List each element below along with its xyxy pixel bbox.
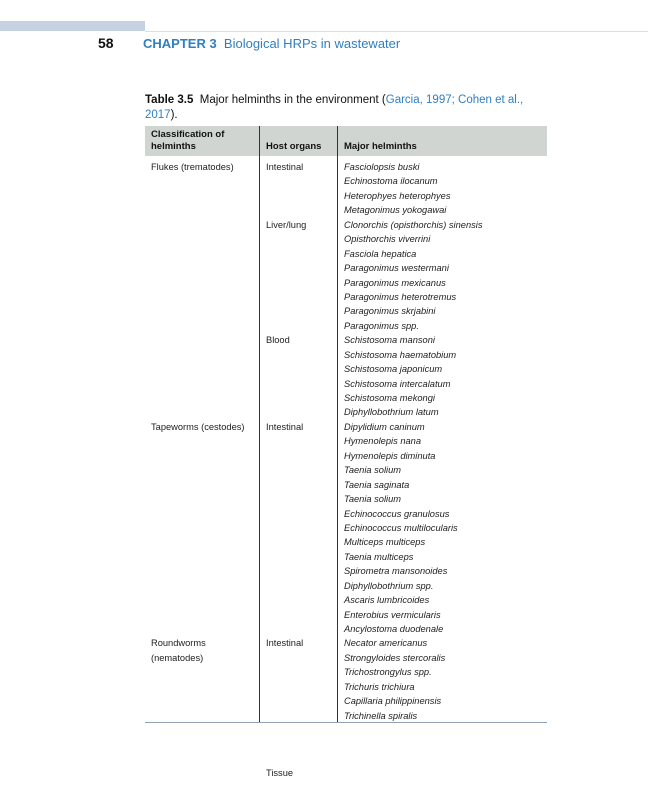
table-cell-classification — [151, 463, 245, 477]
table-cell-classification — [151, 535, 245, 549]
table-cell-classification — [151, 333, 245, 347]
table-cell-classification — [151, 391, 245, 405]
table-cell-classification — [151, 622, 245, 636]
helminths-column — [344, 160, 482, 723]
table-cell-classification — [151, 189, 245, 203]
table-cell-classification — [151, 449, 245, 463]
table-cell-host-organ — [266, 492, 306, 506]
table-cell-helminth: Schistosoma mansoni — [344, 335, 435, 346]
table-cell-host-organ — [266, 622, 306, 636]
citation-link[interactable]: Cohen et al., 2017 — [145, 94, 524, 121]
host-organs-column — [266, 160, 306, 781]
table-cell-host-organ: Intestinal — [266, 162, 304, 172]
table-cell-classification — [151, 492, 245, 506]
table-cell-classification — [151, 680, 245, 694]
table-cell-host-organ: Blood — [266, 335, 290, 346]
table-cell-classification — [151, 218, 245, 232]
table-cell-helminth: Trichostrongylus spp. — [344, 667, 432, 678]
table-cell-helminth: Strongyloides stercoralis — [344, 652, 446, 663]
table-cell-host-organ — [266, 579, 306, 593]
table-cell-classification — [151, 290, 245, 304]
table-caption — [145, 93, 545, 123]
table-label: Table 3.5 — [145, 94, 194, 106]
table-cell-host-organ — [266, 535, 306, 549]
table-cell-classification — [151, 521, 245, 535]
table-cell-host-organ — [266, 507, 306, 521]
table-cell-helminth: Taenia solium — [344, 494, 402, 505]
table-cell-host-organ — [266, 247, 306, 261]
table-cell-helminth: Paragonimus heterotremus — [344, 291, 457, 302]
table-cell-host-organ — [266, 189, 306, 203]
table-cell-host-organ — [266, 564, 306, 578]
table-cell-helminth: Hymenolepis diminuta — [344, 450, 436, 461]
table-cell-classification — [151, 579, 245, 593]
table-cell-classification — [151, 348, 245, 362]
page-number: 58 — [98, 35, 114, 51]
citation-separator: ; — [451, 94, 459, 106]
table-cell-helminth: Ancylostoma duodenale — [344, 624, 444, 634]
table-cell-classification — [151, 665, 245, 679]
table-cell-helminth: Fasciola hepatica — [344, 248, 417, 259]
column-header-classification: Classification of helminths — [151, 129, 225, 152]
table-cell-classification — [151, 203, 245, 217]
table-cell-helminth: Schistosoma mekongi — [344, 393, 435, 403]
table-cell-classification — [151, 709, 245, 723]
classification-column — [151, 160, 245, 781]
table-cell-host-organ — [266, 304, 306, 318]
table-cell-host-organ — [266, 723, 306, 737]
table-cell-helminth: Opisthorchis viverrini — [344, 234, 431, 245]
table-cell-classification — [151, 276, 245, 290]
table-cell-classification — [151, 362, 245, 376]
table-cell-classification — [151, 232, 245, 246]
table-cell-host-organ — [266, 174, 306, 188]
table-cell-host-organ — [266, 434, 306, 448]
table-cell-helminth: Echinostoma ilocanum — [344, 176, 438, 187]
table-cell-host-organ — [266, 521, 306, 535]
header-accent-bar — [0, 21, 145, 31]
table-cell-host-organ: Intestinal — [266, 421, 304, 432]
table-cell-helminth: Taenia multiceps — [344, 551, 414, 562]
table-cell-host-organ — [266, 463, 306, 477]
table-cell-helminth: Schistosoma intercalatum — [344, 378, 451, 389]
running-header — [143, 36, 400, 51]
table-cell-helminth: Taenia solium — [344, 465, 402, 476]
table-cell-classification — [151, 434, 245, 448]
table-cell-host-organ — [266, 608, 306, 622]
table-cell-host-organ — [266, 405, 306, 419]
table-cell-classification — [151, 319, 245, 333]
table-cell-helminth: Hymenolepis nana — [344, 436, 422, 447]
table-cell-classification — [151, 304, 245, 318]
table-cell-host-organ — [266, 449, 306, 463]
table-cell-classification — [151, 478, 245, 492]
table-cell-helminth: Trichinella spiralis — [344, 710, 418, 721]
table-cell-host-organ — [266, 651, 306, 665]
table-cell-classification — [151, 694, 245, 708]
table-cell-classification — [151, 752, 245, 766]
table-cell-helminth: Paragonimus spp. — [344, 320, 419, 331]
table-cell-host-organ — [266, 276, 306, 290]
table-cell-classification — [151, 507, 245, 521]
table-cell-helminth: Schistosoma japonicum — [344, 364, 443, 375]
table-cell-helminth: Spirometra mansonoides — [344, 566, 448, 577]
table-cell-classification — [151, 261, 245, 275]
table-cell-host-organ — [266, 362, 306, 376]
table-cell-host-organ: Liver/lung — [266, 219, 307, 230]
table-cell-classification — [151, 247, 245, 261]
table-cell-classification — [151, 377, 245, 391]
table-cell-classification: Roundworms — [151, 638, 206, 649]
table-cell-helminth: Metagonimus yokogawai — [344, 205, 447, 216]
table-cell-host-organ: Tissue — [266, 768, 294, 779]
table-cell-classification — [151, 174, 245, 188]
table-cell-helminth: Taenia saginata — [344, 479, 410, 490]
caption-text: Major helminths in the environment ( — [199, 94, 386, 106]
table-cell-host-organ — [266, 550, 306, 564]
column-header-major-helminths: Major helminths — [344, 141, 417, 152]
table-cell-helminth: Multiceps multiceps — [344, 537, 426, 548]
table-cell-host-organ — [266, 391, 306, 405]
table-cell-host-organ — [266, 478, 306, 492]
table-cell-helminth: Heterophyes heterophyes — [344, 190, 451, 201]
table-cell-host-organ — [266, 709, 306, 723]
table-cell-classification: (nematodes) — [151, 652, 204, 663]
caption-end: ). — [170, 109, 178, 121]
table-cell-helminth: Diphyllobothrium latum — [344, 407, 439, 418]
table-cell-helminth: Ascaris lumbricoides — [344, 595, 430, 606]
table-cell-host-organ — [266, 319, 306, 333]
table-cell-host-organ — [266, 377, 306, 391]
table-cell-helminth: Schistosoma haematobium — [344, 349, 457, 360]
column-divider — [259, 126, 260, 722]
table-cell-classification: Flukes (trematodes) — [151, 162, 234, 172]
chapter-title: Biological HRPs in wastewater — [223, 36, 401, 51]
table-cell-helminth: Fasciolopsis buski — [344, 162, 420, 172]
table-cell-host-organ: Intestinal — [266, 638, 304, 649]
table-cell-helminth: Necator americanus — [344, 638, 428, 649]
table-cell-host-organ — [266, 752, 306, 766]
table-cell-helminth: Dipylidium caninum — [344, 421, 425, 432]
table-cell-helminth: Echinococcus granulosus — [344, 508, 450, 519]
table-cell-helminth: Paragonimus westermani — [344, 263, 449, 274]
table-cell-helminth: Enterobius vermicularis — [344, 609, 441, 620]
column-divider — [337, 126, 338, 722]
table-cell-helminth: Paragonimus mexicanus — [344, 277, 446, 288]
table-cell-host-organ — [266, 593, 306, 607]
table-cell-classification — [151, 405, 245, 419]
table-cell-helminth: Echinococcus multilocularis — [344, 522, 458, 533]
table-cell-host-organ — [266, 232, 306, 246]
chapter-label: CHAPTER 3 — [143, 36, 217, 51]
table-cell-host-organ — [266, 738, 306, 752]
table-cell-classification — [151, 766, 245, 780]
table-cell-helminth: Paragonimus skrjabini — [344, 306, 436, 317]
table-cell-classification: Tapeworms (cestodes) — [151, 421, 245, 432]
table-cell-classification — [151, 723, 245, 737]
table-cell-classification — [151, 738, 245, 752]
table-cell-host-organ — [266, 694, 306, 708]
table-cell-helminth: Clonorchis (opisthorchis) sinensis — [344, 219, 483, 230]
table-cell-classification — [151, 593, 245, 607]
table-cell-classification — [151, 550, 245, 564]
table-cell-host-organ — [266, 680, 306, 694]
table-cell-host-organ — [266, 203, 306, 217]
table-cell-classification — [151, 564, 245, 578]
table-cell-host-organ — [266, 665, 306, 679]
table-cell-classification — [151, 608, 245, 622]
table-cell-host-organ — [266, 261, 306, 275]
table-cell-helminth: Capillaria philippinensis — [344, 696, 442, 707]
table-cell-helminth: Diphyllobothrium spp. — [344, 580, 434, 591]
table-cell-host-organ — [266, 348, 306, 362]
table-cell-helminth: Trichuris trichiura — [344, 681, 415, 692]
citation-link[interactable]: Garcia, 1997 — [385, 94, 452, 106]
header-rule — [145, 31, 648, 32]
column-header-host-organs: Host organs — [266, 141, 322, 152]
table-cell-host-organ — [266, 290, 306, 304]
